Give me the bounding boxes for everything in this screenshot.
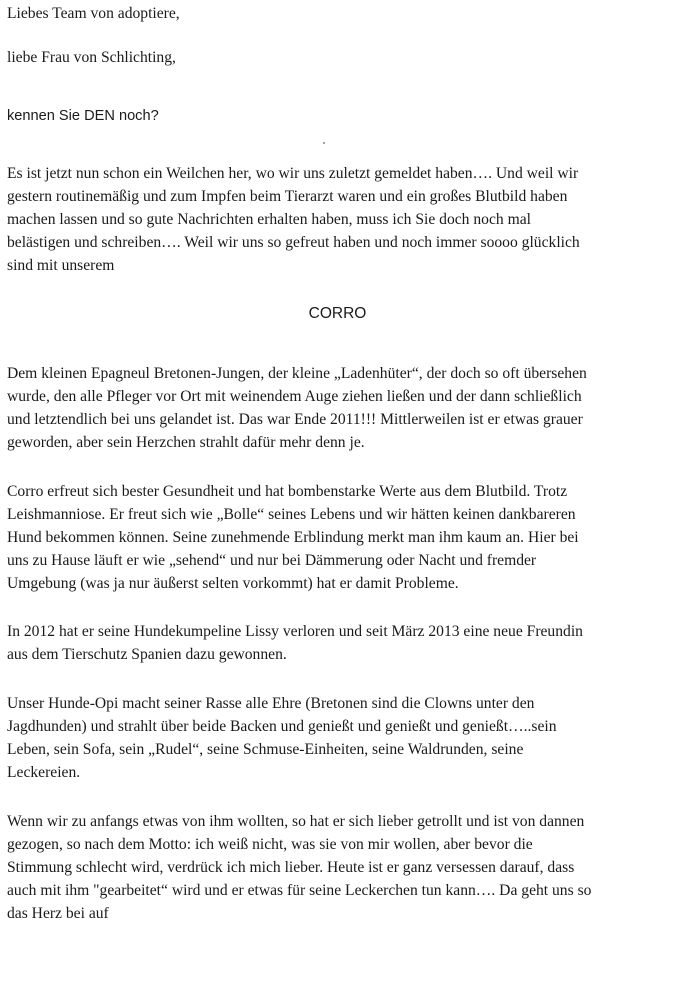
scan-speck	[323, 142, 325, 144]
paragraph-5-line: Wenn wir zu anfangs etwas von ihm wollten, so hat er sich lieber getrollt und ist von dannen	[7, 813, 585, 830]
dog-name-heading: CORRO	[308, 305, 367, 322]
intro-line: machen lassen und so gute Nachrichten erhalten haben, muss ich Sie doch noch mal	[7, 211, 531, 228]
paragraph-3-line: aus dem Tierschutz Spanien dazu gewonnen.	[7, 646, 287, 663]
paragraph-3-line: In 2012 hat er seine Hundekumpeline Lissy verloren und seit März 2013 eine neue Freundin	[7, 623, 583, 640]
paragraph-1-line: und letztendlich bei uns gelandet ist. Das war Ende 2011!!! Mittlerweilen ist er etwas grauer	[7, 411, 583, 428]
paragraph-2-line: uns zu Hause läuft er wie „sehend“ und nur bei Dämmerung oder Nacht und fremder	[7, 552, 537, 569]
paragraph-5-line: Stimmung schlecht wird, verdrück ich mich lieber. Heute ist er ganz versessen darauf, dass	[7, 859, 575, 876]
paragraph-4-line: Unser Hunde-Opi macht seiner Rasse alle Ehre (Bretonen sind die Clowns unter den	[7, 695, 535, 712]
paragraph-1-line: Dem kleinen Epagneul Bretonen-Jungen, der kleine „Ladenhüter“, der doch so oft übersehen	[7, 365, 587, 382]
greeting-line-1: Liebes Team von adoptiere,	[7, 5, 180, 22]
paragraph-2-line: Hund bekommen können. Seine zunehmende Erblindung merkt man ihm kaum an. Hier bei	[7, 529, 579, 546]
intro-line: belästigen und schreiben…. Weil wir uns so gefreut haben und noch immer soooo glücklich	[7, 234, 580, 251]
intro-line: sind mit unserem	[7, 257, 115, 274]
paragraph-4-line: Leben, sein Sofa, sein „Rudel“, seine Schmuse-Einheiten, seine Waldrunden, seine	[7, 741, 524, 758]
paragraph-4-line: Leckereien.	[7, 764, 81, 781]
paragraph-2-line: Umgebung (was ja nur äußerst selten vorkommt) hat er damit Probleme.	[7, 575, 459, 592]
greeting-line-2: liebe Frau von Schlichting,	[7, 49, 176, 66]
paragraph-2-line: Leishmanniose. Er freut sich wie „Bolle“ seines Lebens und wir hätten keinen dankbareren	[7, 506, 576, 523]
intro-line: gestern routinemäßig und zum Impfen beim Tierarzt waren und ein großes Blutbild haben	[7, 188, 568, 205]
paragraph-5-line: auch mit ihm "gearbeitet“ wird und er etwas für seine Leckerchen tun kann…. Da geht uns so	[7, 882, 592, 899]
paragraph-5-line: gezogen, so nach dem Motto: ich weiß nicht, was sie von mir wollen, aber bevor die	[7, 836, 533, 853]
paragraph-1-line: wurde, den alle Pfleger vor Ort mit weinendem Auge ziehen ließen und der dann schließlich	[7, 388, 582, 405]
paragraph-4-line: Jagdhunden) und strahlt über beide Backen und genießt und genießt und genießt…..sein	[7, 718, 557, 735]
paragraph-1-line: geworden, aber sein Herzchen strahlt dafür mehr denn je.	[7, 434, 365, 451]
paragraph-5-line: das Herz bei auf	[7, 905, 109, 922]
paragraph-2-line: Corro erfreut sich bester Gesundheit und hat bombenstarke Werte aus dem Blutbild. Trotz	[7, 483, 568, 500]
question-line: kennen Sie DEN noch?	[7, 108, 159, 124]
intro-line: Es ist jetzt nun schon ein Weilchen her, wo wir uns zuletzt gemeldet haben…. Und weil wir	[7, 165, 579, 182]
